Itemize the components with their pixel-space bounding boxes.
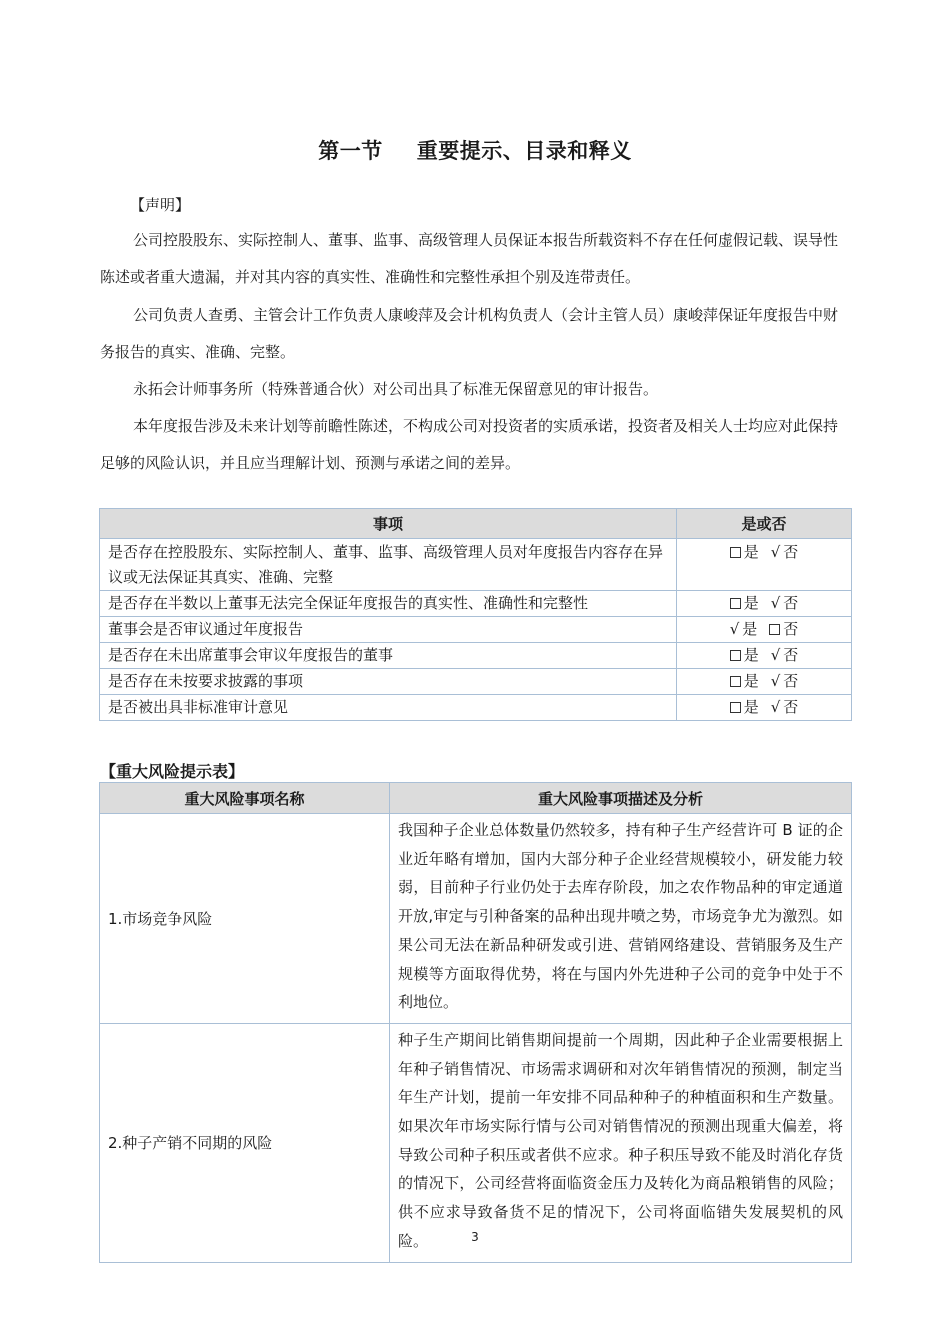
option-no: √ 否 xyxy=(770,672,799,690)
table-row xyxy=(100,695,852,721)
check-mark-icon: √ xyxy=(770,594,781,612)
table-row xyxy=(100,814,852,1024)
column-header-risk-name: 重大风险事项名称 xyxy=(100,783,390,814)
check-mark-icon: √ xyxy=(729,620,740,638)
column-header-item: 事项 xyxy=(100,509,677,539)
table-row xyxy=(100,591,852,617)
section-number: 第一节 xyxy=(318,139,383,163)
empty-checkbox-icon xyxy=(730,547,741,558)
risk-name: 2.种子产销不同期的风险 xyxy=(100,1023,390,1262)
check-item-text: 是否存在未按要求披露的事项 xyxy=(100,669,677,695)
table-row xyxy=(100,539,852,591)
column-header-risk-desc: 重大风险事项描述及分析 xyxy=(390,783,852,814)
check-item-text: 董事会是否审议通过年度报告 xyxy=(100,617,677,643)
table-row xyxy=(100,1023,852,1262)
table-row xyxy=(100,617,852,643)
option-no: 否 xyxy=(769,620,798,638)
option-yes: 是 xyxy=(730,543,759,561)
check-item-text: 是否存在控股股东、实际控制人、董事、监事、高级管理人员对年度报告内容存在异议或无法保证其真实、准确、完整 xyxy=(100,539,677,591)
risk-description: 种子生产期间比销售期间提前一个周期，因此种子企业需要根据上年种子销售情况、市场需求调研和对次年销售情况的预测，制定当年生产计划，提前一年安排不同品种种子的种植面积和生产数量。如果次年市场实际行情与公司对销售情况的预测出现重大偏差，将导致公司种子积压或者供不应求。种子积压导致不能及时消化存货的情况下，公司经营将面临资金压力及转化为商品粮销售的风险；供不应求导致备货不足的情况下，公司将面临错失发展契机的风险。 xyxy=(390,1023,852,1262)
table-row xyxy=(100,643,852,669)
option-yes: √ 是 xyxy=(729,620,758,638)
option-no: √ 否 xyxy=(770,698,799,716)
yes-no-cell xyxy=(677,695,852,721)
check-mark-icon: √ xyxy=(770,672,781,690)
major-risk-table xyxy=(99,782,852,1263)
declaration-paragraph: 公司负责人查勇、主管会计工作负责人康峻萍及会计机构负责人（会计主管人员）康峻萍保证年度报告中财务报告的真实、准确、完整。 xyxy=(100,306,839,361)
yes-no-cell xyxy=(677,617,852,643)
section-name: 重要提示、目录和释义 xyxy=(416,139,632,163)
option-no: √ 否 xyxy=(770,594,799,612)
check-item-text: 是否存在半数以上董事无法完全保证年度报告的真实性、准确性和完整性 xyxy=(100,591,677,617)
empty-checkbox-icon xyxy=(730,650,741,661)
declaration-check-table xyxy=(99,508,852,721)
option-no: √ 否 xyxy=(770,646,799,664)
option-yes: 是 xyxy=(730,672,759,690)
page-number: 3 xyxy=(471,1230,479,1244)
declaration-paragraph: 本年度报告涉及未来计划等前瞻性陈述，不构成公司对投资者的实质承诺，投资者及相关人士均应对此保持足够的风险认识，并且应当理解计划、预测与承诺之间的差异。 xyxy=(100,417,839,472)
declaration-heading: 【声明】 xyxy=(130,196,191,214)
check-mark-icon: √ xyxy=(770,543,781,561)
yes-no-cell xyxy=(677,643,852,669)
risk-description: 我国种子企业总体数量仍然较多，持有种子生产经营许可 B 证的企业近年略有增加，国内大部分种子企业经营规模较小，研发能力较弱，目前种子行业仍处于去库存阶段，加之农作物品种的审定通道开放,审定与引种备案的品种出现井喷之势，市场竞争尤为激烈。如果公司无法在新品种研发或引进、营销网络建设、营销服务及生产规模等方面取得优势，将在与国内外先进种子公司的竞争中处于不利地位。 xyxy=(390,814,852,1024)
option-yes: 是 xyxy=(730,646,759,664)
option-no: √ 否 xyxy=(770,543,799,561)
declaration-paragraph: 永拓会计师事务所（特殊普通合伙）对公司出具了标准无保留意见的审计报告。 xyxy=(133,380,659,398)
risk-table-heading: 【重大风险提示表】 xyxy=(100,762,245,781)
empty-checkbox-icon xyxy=(730,598,741,609)
empty-checkbox-icon xyxy=(730,676,741,687)
check-mark-icon: √ xyxy=(770,698,781,716)
yes-no-cell xyxy=(677,591,852,617)
section-title xyxy=(0,135,950,165)
option-yes: 是 xyxy=(730,594,759,612)
yes-no-cell xyxy=(677,669,852,695)
empty-checkbox-icon xyxy=(730,702,741,713)
check-mark-icon: √ xyxy=(770,646,781,664)
table-row xyxy=(100,669,852,695)
empty-checkbox-icon xyxy=(769,624,780,635)
risk-name: 1.市场竞争风险 xyxy=(100,814,390,1024)
check-item-text: 是否被出具非标准审计意见 xyxy=(100,695,677,721)
column-header-yes-no: 是或否 xyxy=(677,509,852,539)
option-yes: 是 xyxy=(730,698,759,716)
yes-no-cell xyxy=(677,539,852,591)
check-item-text: 是否存在未出席董事会审议年度报告的董事 xyxy=(100,643,677,669)
declaration-paragraph: 公司控股股东、实际控制人、董事、监事、高级管理人员保证本报告所载资料不存在任何虚假记载、误导性陈述或者重大遗漏，并对其内容的真实性、准确性和完整性承担个别及连带责任。 xyxy=(100,231,839,286)
